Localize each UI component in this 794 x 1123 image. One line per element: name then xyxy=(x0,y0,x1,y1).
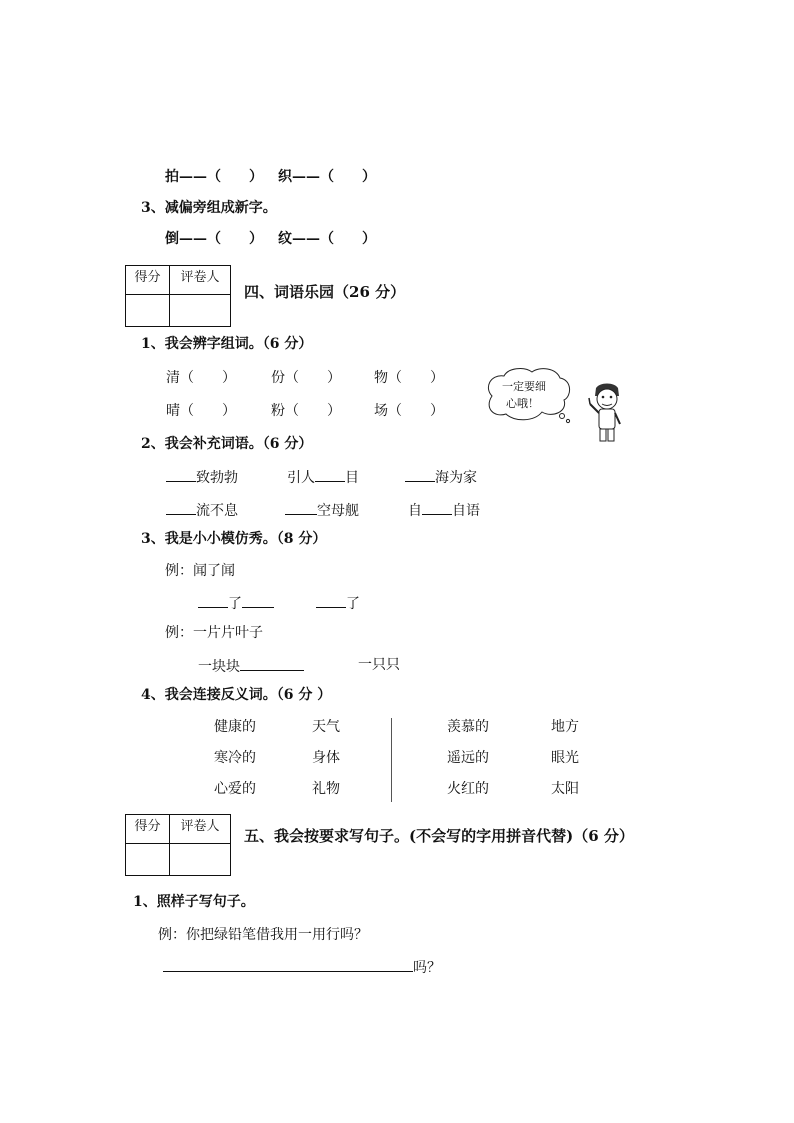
blank[interactable] xyxy=(422,500,452,515)
blank[interactable] xyxy=(242,593,274,608)
example-text: 例：闻了闻 xyxy=(165,563,235,579)
imitation-blank: 了 xyxy=(198,593,274,613)
fill-word: 海为家 xyxy=(405,467,477,487)
grader-label: 评卷人 xyxy=(180,819,220,834)
word-cell: 清（ ） xyxy=(166,370,236,386)
word-cell: 物（ ） xyxy=(374,370,444,386)
fill-word: 致勃勃 xyxy=(166,467,238,487)
score-box xyxy=(125,814,231,876)
imitation-blank: 了 xyxy=(316,593,360,613)
score-box xyxy=(125,265,231,327)
antonym-word: 地方 xyxy=(551,719,579,735)
section-title: 四、词语乐园（26 分） xyxy=(244,283,406,301)
score-label: 得分 xyxy=(134,819,161,834)
blank[interactable] xyxy=(405,467,435,482)
blank[interactable] xyxy=(316,593,346,608)
question-title: 3、减偏旁组成新字。 xyxy=(141,200,277,216)
question-title: 2、我会补充词语。（6 分） xyxy=(141,436,313,452)
blank[interactable] xyxy=(166,467,196,482)
fill-word: 引人 目 xyxy=(287,467,359,487)
top-item-1: 拍——（ ） xyxy=(165,169,263,185)
blank[interactable] xyxy=(315,467,345,482)
antonym-word: 礼物 xyxy=(312,781,340,797)
question-title: 4、我会连接反义词。（6 分 ） xyxy=(141,687,332,703)
antonym-word: 遥远的 xyxy=(447,750,489,766)
boy-pointing-icon xyxy=(586,382,626,444)
antonym-word: 健康的 xyxy=(214,719,256,735)
column-divider xyxy=(391,718,392,802)
top-item-2: 织——（ ） xyxy=(278,169,376,185)
score-label: 得分 xyxy=(134,270,161,285)
antonym-word: 心爱的 xyxy=(214,781,256,797)
section-title: 五、我会按要求写句子。(不会写的字用拼音代替)（6 分） xyxy=(244,827,634,845)
antonym-word: 天气 xyxy=(312,719,340,735)
bottom-item-1: 倒——（ ） xyxy=(165,231,263,247)
imitation-item: 一块块 xyxy=(198,656,304,676)
blank[interactable] xyxy=(285,500,317,515)
answer-blank[interactable] xyxy=(163,957,413,972)
word-cell: 粉（ ） xyxy=(271,403,341,419)
antonym-word: 羡慕的 xyxy=(447,719,489,735)
antonym-word: 寒冷的 xyxy=(214,750,256,766)
bubble-line-2: 心哦！ xyxy=(506,397,539,410)
imitation-item: 一只只 xyxy=(358,657,400,673)
bottom-item-2: 纹——（ ） xyxy=(278,231,376,247)
antonym-word: 眼光 xyxy=(551,750,579,766)
example-text: 例：你把绿铅笔借我用一用行吗？ xyxy=(158,927,368,943)
word-cell: 份（ ） xyxy=(271,370,341,386)
blank[interactable] xyxy=(198,593,228,608)
grader-label: 评卷人 xyxy=(180,270,220,285)
fill-word: 空母舰 xyxy=(285,500,359,520)
antonym-word: 身体 xyxy=(312,750,340,766)
fill-word: 流不息 xyxy=(166,500,238,520)
fill-word: 自 自语 xyxy=(408,500,480,520)
antonym-word: 火红的 xyxy=(447,781,489,797)
word-cell: 晴（ ） xyxy=(166,403,236,419)
question-title: 1、我会辨字组词。（6 分） xyxy=(141,336,313,352)
example-text: 例：一片片叶子 xyxy=(165,625,263,641)
blank[interactable] xyxy=(166,500,196,515)
bubble-line-1: 一定要细 xyxy=(502,380,546,393)
question-title: 3、我是小小模仿秀。（8 分） xyxy=(141,531,327,547)
word-cell: 场（ ） xyxy=(374,403,444,419)
answer-line: 吗？ xyxy=(163,957,441,977)
blank[interactable] xyxy=(240,656,304,671)
question-title: 1、照样子写句子。 xyxy=(133,894,255,910)
antonym-word: 太阳 xyxy=(551,781,579,797)
